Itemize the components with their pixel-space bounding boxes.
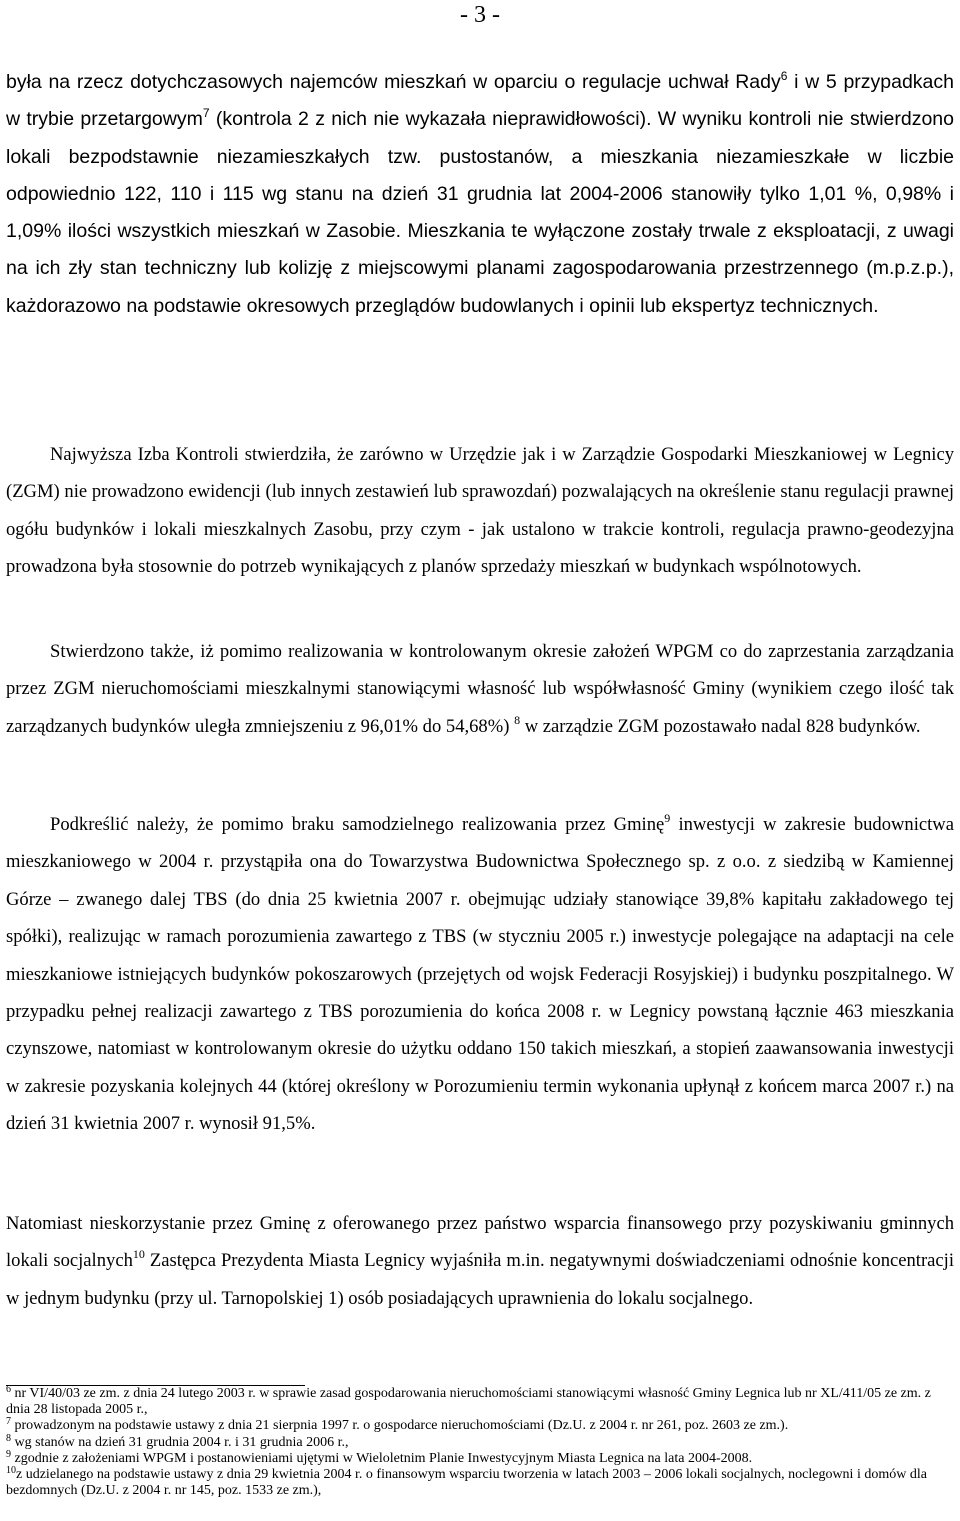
footnote-reference: 10 xyxy=(132,1247,145,1262)
footnote-item xyxy=(6,1467,954,1499)
paragraph-5 xyxy=(6,1205,954,1317)
paragraph-2 xyxy=(6,436,954,586)
footnote-text: wg stanów na dzień 31 grudnia 2004 r. i 31 grudnia 2006 r., xyxy=(11,1434,349,1450)
footnote-item xyxy=(6,1386,954,1418)
footnote-number: 9 xyxy=(6,1448,11,1460)
paragraph-text: Stwierdzono także, iż pomimo realizowania w kontrolowanym okresie założeń WPGM co do zaprzestania zarządzania przez ZGM nieruchomościami mieszkalnymi stanowiącymi własność lub współwłasność Gminy (wynikiem czego ilość tak zarządzanych budynków uległa zmniejszeniu z 96,01% do 54,68%) xyxy=(6,641,954,737)
paragraph-text: Zastępca Prezydenta Miasta Legnicy wyjaśniła m.in. negatywnymi doświadczeniami odnośnie koncentracji w jednym budynku (przy ul. Tarnopolskiej 1) osób posiadających uprawnienia do lokalu socjalnego. xyxy=(6,1250,954,1309)
paragraph-text: była na rzecz dotychczasowych najemców mieszkań w oparciu o regulacje uchwał Rady xyxy=(6,71,781,93)
footnote-number: 8 xyxy=(6,1432,11,1444)
footnote-reference: 6 xyxy=(780,69,788,83)
footnotes xyxy=(6,1386,954,1499)
paragraph-4 xyxy=(6,806,954,1143)
footnote-item xyxy=(6,1448,954,1467)
footnote-text: nr VI/40/03 ze zm. z dnia 24 lutego 2003 r. w sprawie zasad gospodarowania nieruchomościami stanowiącymi własność Gminy Legnica lub nr XL/411/05 ze zm. z dnia 28 listopada 2005 r., xyxy=(6,1386,931,1418)
paragraph-text: Najwyższa Izba Kontroli stwierdziła, że zarówno w Urzędzie jak i w Zarządzie Gospodarki Mieszkaniowej w Legnicy (ZGM) nie prowadzono ewidencji (lub innych zestawień lub sprawozdań) pozwalających na określenie stanu regulacji prawnej ogółu budynków i lokali mieszkalnych Zasobu, przy czym - jak ustalono w trakcie kontroli, regulacja prawno-geodezyjna prowadzona była stosownie do potrzeb wynikających z planów sprzedaży mieszkań w budynkach wspólnotowych. xyxy=(6,444,954,578)
footnote-number: 6 xyxy=(6,1384,11,1395)
paragraph-text: i w 5 przypadkach w trybie przetargowym xyxy=(6,71,955,131)
footnote-reference: 9 xyxy=(664,811,671,825)
footnote-item xyxy=(6,1418,954,1434)
paragraph-text: inwestycji w zakresie budownictwa mieszkaniowego w 2004 r. przystąpiła ona do Towarzystwa Budownictwa Społecznego sp. z o.o. z siedzibą w Kamiennej Górze – zwanego dalej TBS (do dnia 25 kwietnia 2007 r. obejmując udziały stanowiące 39,8% kapitału zakładowego tej spółki), realizując w ramach porozumienia zawartego z TBS (w styczniu 2005 r.) inwestycje polegające na adaptacji na cele mieszkaniowe istniejących budynków pokoszarowych (przejętych od wojsk Federacji Rosyjskiej) i budynku poszpitalnego. W przypadku pełnej realizacji zawartego z TBS porozumienia do końca 2008 r. w Legnicy powstaną łącznie 463 mieszkania czynszowe, natomiast w kontrolowanym okresie do użytku oddano 150 takich mieszkań, a stopień zaawansowania inwestycji w zakresie pozyskania kolejnych 44 (której określony w Porozumieniu termin wykonania upłynął z końcem marca 2007 r.) na dzień 31 kwietnia 2007 r. wynosił 91,5%. xyxy=(6,814,954,1135)
paragraph-3 xyxy=(6,633,954,745)
paragraph-text: Natomiast nieskorzystanie przez Gminę z oferowanego przez państwo wsparcia finansowego przy pozyskiwaniu gminnych lokali socjalnych xyxy=(6,1213,954,1272)
page-number: - 3 - xyxy=(460,2,500,28)
footnote-reference: 7 xyxy=(202,106,210,121)
footnote-text: z udzielanego na podstawie ustawy z dnia 29 kwietnia 2004 r. o finansowym wsparciu tworzenia w latach 2003 – 2006 lokali socjalnych, noclegowni i domów dla bezdomnych (Dz.U. z 2004 r. nr 145, poz. 1533 ze zm.), xyxy=(6,1467,927,1499)
paragraph-text: (kontrola 2 z nich nie wykazała nieprawidłowości). W wyniku kontroli nie stwierdzono lokali bezpodstawnie niezamieszkałych tzw. pustostanów, a mieszkania niezamieszkałe w liczbie odpowiednio 122, 110 i 115 wg stanu na dzień 31 grudnia lat 2004-2006 stanowiły tylko 1,01 %, 0,98% i 1,09% ilości wszystkich mieszkań w Zasobie. Mieszkania te wyłączone zostały trwale z eksploatacji, z uwagi na ich zły stan techniczny lub kolizję z miejscowymi planami zagospodarowania przestrzennego (m.p.z.p.), każdorazowo na podstawie okresowych przeglądów budowlanych i opinii lub ekspertyz technicznych. xyxy=(6,108,955,317)
footnote-text: prowadzonym na podstawie ustawy z dnia 21 sierpnia 1997 r. o gospodarce nieruchomościami (Dz.U. z 2004 r. nr 261, poz. 2603 ze zm.). xyxy=(11,1418,789,1434)
paragraph-text: w zarządzie ZGM pozostawało nadal 828 budynków. xyxy=(520,715,921,737)
footnote-number: 10 xyxy=(6,1465,16,1477)
footnote-number: 7 xyxy=(6,1416,11,1428)
footnote-text: zgodnie z założeniami WPGM i postanowieniami ujętymi w Wieloletnim Planie Inwestycyjnym Miasta Legnica na lata 2004-2008. xyxy=(11,1450,753,1466)
paragraph-text: Podkreślić należy, że pomimo braku samodzielnego realizowania przez Gminę xyxy=(50,814,665,835)
footnote-item xyxy=(6,1432,954,1451)
paragraph-1 xyxy=(6,64,954,325)
footnote-reference: 8 xyxy=(514,712,521,727)
